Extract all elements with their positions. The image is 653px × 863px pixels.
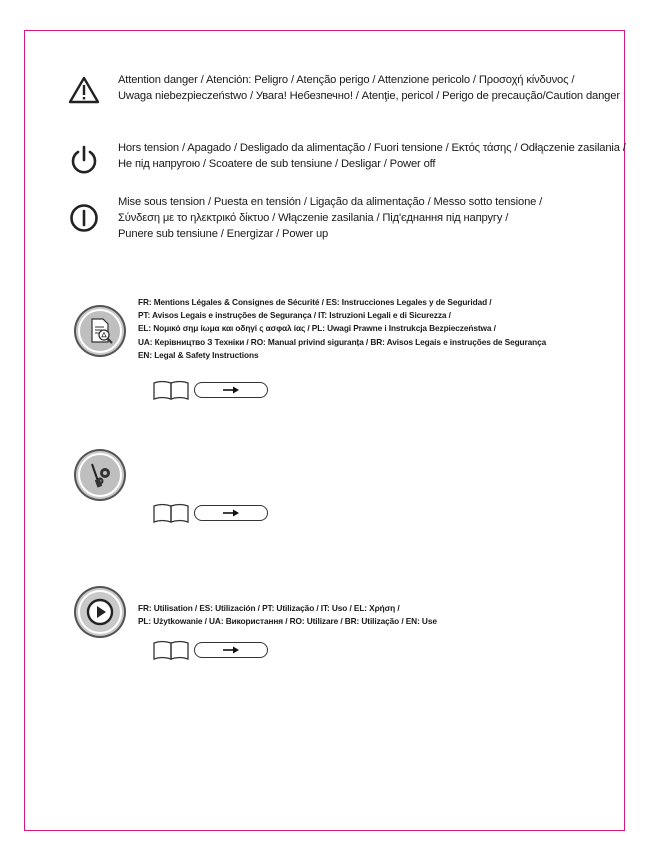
danger-text-line: Uwaga niebezpieczeństwo / Увага! Небезпечно! / Atenţie, pericol / Perigo de precaução/Caution danger — [118, 90, 620, 102]
legal-text-line: UA: Керівництво З Техніки / RO: Manual privind siguranța / BR: Avisos Legais e instruções de Segurança — [138, 336, 547, 347]
legal-document-icon — [74, 305, 126, 357]
danger-text — [118, 72, 620, 104]
power-on-icon — [64, 194, 104, 234]
symbol-row-danger — [64, 72, 620, 104]
use-text-line: FR: Utilisation / ES: Utilización / PT: Utilização / IT: Uso / EL: Χρήση / — [138, 603, 400, 613]
power-on-text-line: Punere sub tensiune / Energizar / Power up — [118, 228, 329, 240]
legal-text-line: PT: Avisos Legais e instruções de Segurança / IT: Istruzioni Legali e di Sicurezza / — [138, 310, 451, 321]
power-off-icon — [64, 140, 104, 176]
open-book-icon — [152, 378, 192, 402]
legal-section-text — [138, 296, 546, 362]
warning-triangle-icon — [64, 72, 104, 104]
symbol-row-power-off — [64, 140, 626, 176]
tools-manual-link[interactable] — [152, 501, 268, 525]
symbol-row-power-on — [64, 194, 542, 242]
legal-text-line: EL: Νομικό σημ ίωμα και οδηγί ς ασφαλ ίας / PL: Uwagi Prawne i Instrukcja Bezpieczeństwa / — [138, 323, 496, 334]
use-text-line: PL: Użytkowanie / UA: Використання / RO: Utilizare / BR: Utilização / EN: Use — [138, 616, 437, 627]
arrow-right-icon — [194, 642, 268, 658]
open-book-icon — [152, 638, 192, 662]
power-off-text-line: Не під напругою / Scoatere de sub tensiune / Desligar / Power off — [118, 158, 436, 170]
tools-gears-icon — [74, 449, 126, 501]
power-off-text — [118, 140, 626, 172]
use-section-text — [138, 602, 437, 628]
legal-text-line: FR: Mentions Légales & Consignes de Sécurité / ES: Instrucciones Legales y de Seguridad / — [138, 297, 492, 307]
legal-text-line: EN: Legal & Safety Instructions — [138, 349, 259, 360]
use-manual-link[interactable] — [152, 638, 268, 662]
arrow-right-icon — [194, 382, 268, 398]
power-on-text-line: Σύνδεση με το ηλεκτρικό δίκτυο / Włączenie zasilania / Під'єднання під напругу / — [118, 212, 509, 224]
open-book-icon — [152, 501, 192, 525]
danger-text-line: Attention danger / Atención: Peligro / Atenção perigo / Attenzione pericolo / Προσοχή κίνδυνος / — [118, 74, 575, 86]
play-icon — [74, 586, 126, 638]
legal-manual-link[interactable] — [152, 378, 268, 402]
power-off-text-line: Hors tension / Apagado / Desligado da alimentação / Fuori tensione / Εκτός τάσης / Odłączenie zasilania / — [118, 142, 626, 154]
arrow-right-icon — [194, 505, 268, 521]
power-on-text-line: Mise sous tension / Puesta en tensión / Ligação da alimentação / Messo sotto tensione / — [118, 196, 543, 208]
power-on-text — [118, 194, 542, 242]
